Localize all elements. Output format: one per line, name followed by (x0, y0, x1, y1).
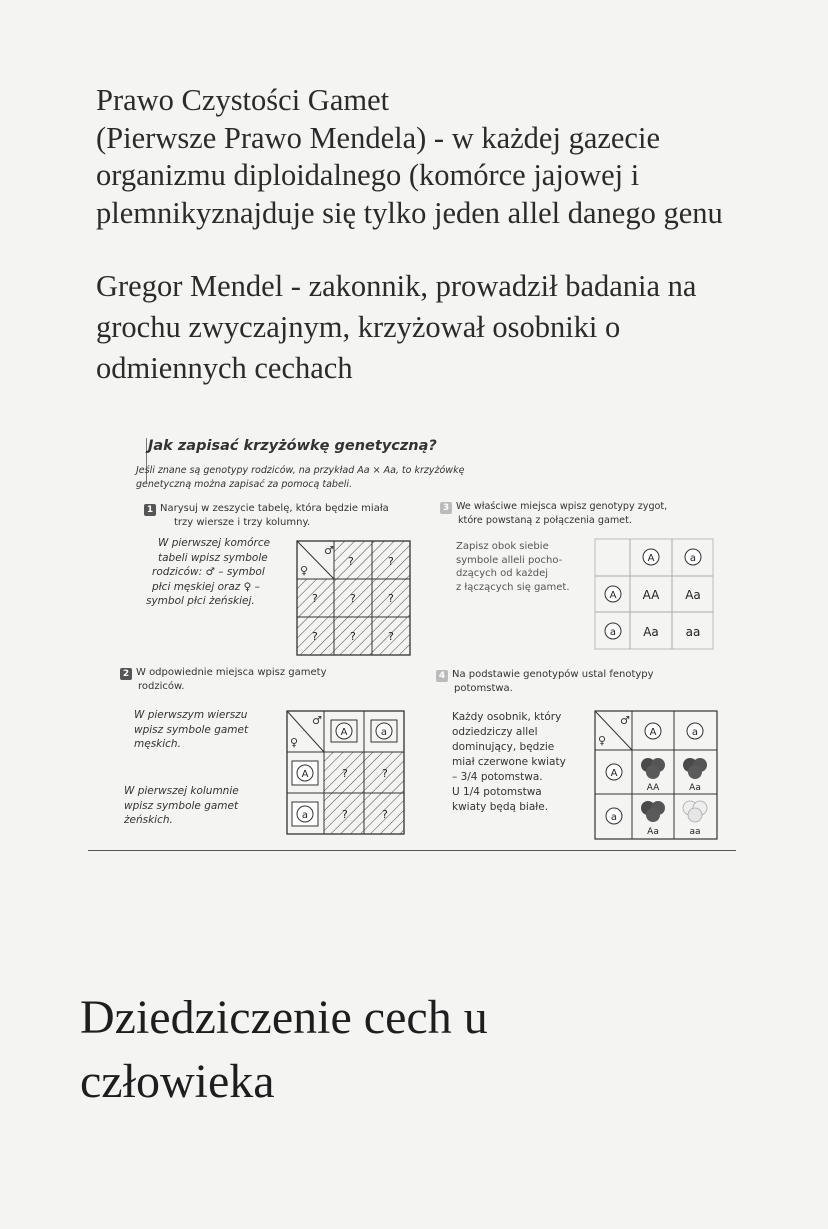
step-line: We właściwe miejsca wpisz genotypy zygot, (456, 501, 668, 512)
genotype-AA: AA (642, 588, 660, 602)
step-2 (120, 666, 327, 694)
male-symbol: ♂ (312, 714, 322, 727)
note-line: żeńskich. (124, 814, 173, 826)
gamete-a: a (610, 812, 618, 823)
step-1-note (146, 536, 271, 609)
female-symbol: ♀ (290, 736, 299, 749)
note-line: tabeli wpisz symbole (158, 551, 268, 564)
phenotype-grid (594, 710, 718, 840)
gamete-A: A (610, 768, 618, 779)
text-line: Gregor Mendel - zakonnik, prowadził badania na (96, 269, 697, 303)
figure-title: Jak zapisać krzyżówkę genetyczną? (148, 438, 437, 454)
note-line: – 3/4 potomstwa. (452, 771, 543, 783)
male-symbol: ♂ (620, 714, 630, 727)
unknown-mark: ? (342, 808, 348, 821)
note-line: Każdy osobnik, który (452, 711, 562, 723)
title-line: człowieka (80, 1055, 275, 1108)
gamete-A: A (301, 769, 309, 780)
unknown-mark: ? (350, 630, 356, 643)
red-flower-icon (641, 758, 665, 779)
gamete-a: a (609, 627, 617, 638)
note-line: symbole alleli pocho- (456, 554, 563, 566)
step-number: 4 (436, 670, 448, 682)
step-3-note (456, 540, 570, 594)
note-line: symbol płci żeńskiej. (146, 595, 255, 607)
step-3 (440, 500, 667, 528)
step-number: 2 (120, 668, 132, 680)
note-line: wpisz symbole gamet (134, 723, 249, 736)
unknown-mark: ? (388, 592, 394, 605)
genotype-Aa: Aa (643, 625, 659, 639)
unknown-mark: ? (312, 630, 318, 643)
note-line: U 1/4 potomstwa (452, 786, 542, 798)
gamete-a: a (301, 810, 309, 821)
step-number: 1 (144, 504, 156, 516)
step-1 (144, 502, 389, 530)
gamete-a: a (689, 553, 697, 564)
note-line: W pierwszej komórce (158, 537, 271, 549)
unknown-mark: ? (388, 555, 394, 568)
mendel-bio-text (96, 266, 696, 389)
step-line: trzy wiersze i trzy kolumny. (174, 517, 311, 528)
red-flower-icon (641, 801, 665, 822)
note-line: odziedziczy allel (452, 726, 538, 738)
figure-intro (136, 464, 464, 492)
gamete-A: A (647, 553, 655, 564)
figure-bottom-rule (88, 850, 736, 851)
unknown-mark: ? (348, 555, 354, 568)
mendel-law-text (96, 82, 723, 232)
genotype-grid (594, 538, 714, 650)
male-symbol: ♂ (324, 544, 334, 557)
step-2-note-top (134, 708, 248, 752)
note-line: męskich. (134, 738, 181, 750)
step-line: potomstwa. (454, 683, 513, 694)
note-line: wpisz symbole gamet (124, 799, 239, 812)
text-line: organizmu diploidalnego (komórce jajowej i (96, 158, 640, 192)
step-line: Narysuj w zeszycie tabelę, która będzie miała (160, 503, 389, 514)
gamete-A: A (609, 590, 617, 601)
step-line: rodziców. (138, 681, 185, 692)
note-line: dzących od każdej (456, 568, 549, 579)
note-line: rodziców: ♂ – symbol (152, 566, 265, 578)
step-4-note (452, 710, 566, 815)
text-line: grochu zwyczajnym, krzyżował osobniki o (96, 310, 621, 344)
note-line: z łączących się gamet. (456, 581, 570, 593)
gamete-A: A (340, 727, 348, 738)
female-symbol: ♀ (300, 564, 309, 577)
gamete-a: a (380, 727, 388, 738)
note-line: kwiaty będą białe. (452, 801, 549, 813)
step-number: 3 (440, 502, 452, 514)
step-2-note-bottom (124, 784, 239, 828)
text-line: odmiennych cechach (96, 351, 353, 385)
text-line: (Pierwsze Prawo Mendela) - w każdej gazecie (96, 120, 660, 155)
intro-line: Jeśli znane są genotypy rodziców, na przykład Aa × Aa, to krzyżówkę (136, 465, 465, 476)
punnett-figure (88, 430, 736, 850)
text-line: Prawo Czystości Gamet (96, 83, 390, 117)
genotype-Aa: Aa (647, 827, 659, 837)
title-line: Dziedziczenie cech u (80, 991, 488, 1044)
genotype-aa: aa (685, 625, 701, 639)
female-symbol: ♀ (598, 734, 607, 747)
step-line: W odpowiednie miejsca wpisz gamety (136, 667, 327, 678)
step-line: Na podstawie genotypów ustal fenotypy (452, 669, 654, 680)
note-line: W pierwszej kolumnie (124, 785, 239, 797)
unknown-mark: ? (382, 808, 388, 821)
intro-line: genetyczną można zapisać za pomocą tabeli. (136, 479, 353, 490)
step-4 (436, 668, 654, 696)
note-line: W pierwszym wierszu (134, 709, 248, 721)
genotype-Aa: Aa (689, 783, 701, 793)
genotype-Aa: Aa (685, 588, 701, 602)
text-line: plemnikyznajduje się tylko jeden allel danego genu (96, 195, 723, 230)
note-line: Zapisz obok siebie (456, 541, 549, 552)
section-title (80, 986, 488, 1114)
step-line: które powstaną z połączenia gamet. (458, 515, 632, 526)
genotype-AA: AA (646, 783, 660, 793)
note-line: dominujący, będzie (452, 741, 555, 753)
unknown-mark: ? (382, 767, 388, 780)
white-flower-icon (683, 801, 707, 822)
red-flower-icon (683, 758, 707, 779)
unknown-mark: ? (312, 592, 318, 605)
gamete-grid (286, 710, 406, 836)
unknown-mark: ? (388, 630, 394, 643)
gamete-A: A (649, 727, 657, 738)
note-line: miał czerwone kwiaty (452, 756, 566, 768)
unknown-mark: ? (342, 767, 348, 780)
gamete-a: a (691, 727, 699, 738)
genotype-aa: aa (689, 827, 701, 837)
empty-grid (296, 540, 412, 656)
note-line: płci męskiej oraz ♀ – (152, 580, 260, 593)
unknown-mark: ? (350, 592, 356, 605)
